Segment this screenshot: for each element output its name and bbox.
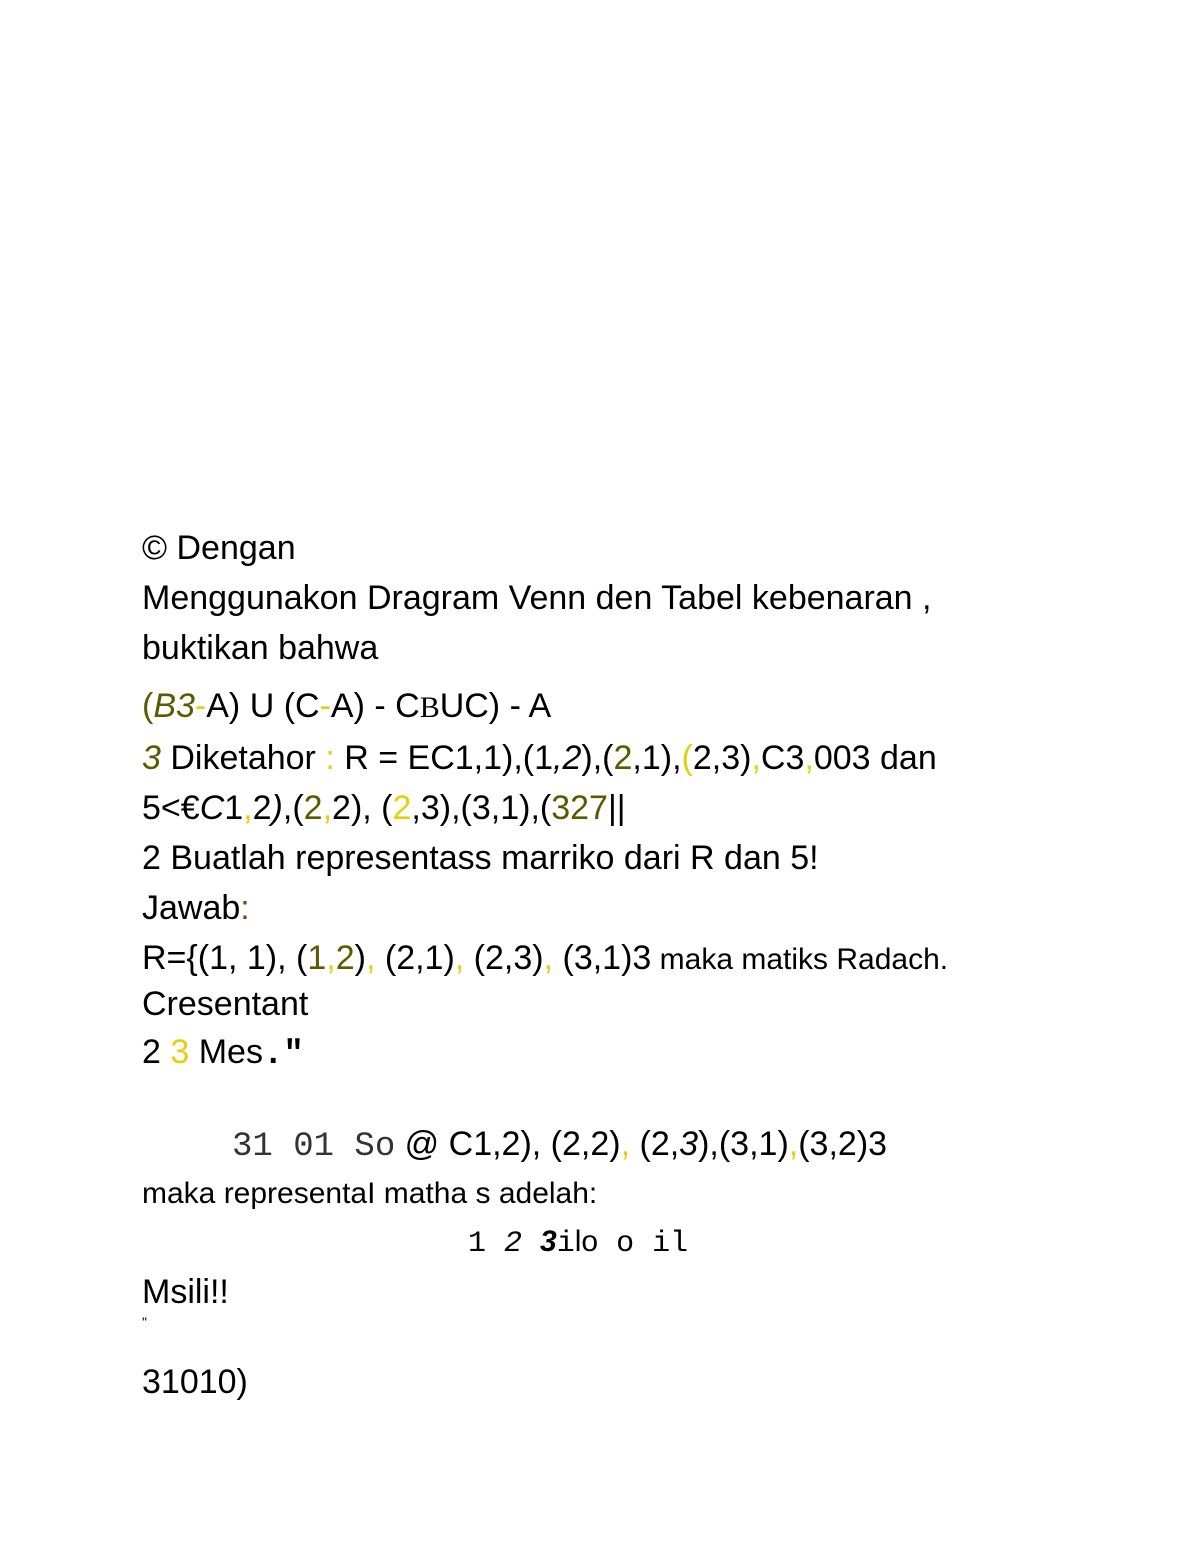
eq-part: A) - C — [330, 687, 420, 725]
matrix-row-note — [142, 1032, 304, 1075]
ans-part: ) — [354, 939, 366, 977]
s-part: , — [620, 1125, 631, 1163]
ans-part: maka matiks Radach. — [651, 943, 949, 976]
ans-part: , — [326, 939, 336, 977]
ans-part: (2,3) — [464, 939, 544, 977]
matrix-h-part: lo — [574, 1225, 599, 1258]
s-part: (2, — [630, 1125, 680, 1163]
rel-part: 2 — [252, 789, 272, 827]
rel-part: ) — [271, 789, 283, 827]
s-part: (3,2)3 — [798, 1125, 888, 1163]
rel-part: , — [751, 739, 761, 777]
matrix-h-part: 1 — [468, 1227, 505, 1261]
rel-part: 2,3) — [692, 739, 752, 777]
eq-part: B — [419, 691, 440, 724]
rel-part: 003 dan — [813, 739, 937, 777]
rel-part: ( — [681, 739, 693, 777]
rel-part: 2 — [613, 739, 633, 777]
rel-part: 2 — [392, 789, 412, 827]
set-equation — [142, 686, 551, 728]
ans-part: (3,1)3 — [553, 939, 652, 977]
matrix-s-statement: maka representaI matha s adelah: — [142, 1177, 598, 1210]
eq-part: B3 — [153, 687, 195, 725]
matrix-part: Mes — [189, 1033, 263, 1071]
rel-part: 3 — [142, 739, 161, 777]
rel-part: R = EC1,1),(1 — [334, 739, 554, 777]
s-part: ),(3,1) — [698, 1125, 789, 1163]
s-part: 3 — [679, 1125, 699, 1163]
matrix-row-1: Msili!! — [142, 1273, 229, 1311]
rel-part: , — [553, 739, 563, 777]
rel-part: , — [322, 789, 333, 827]
rel-part: 327 — [551, 789, 608, 827]
ans-part: 1 — [307, 939, 327, 977]
eq-part: A) U (C — [206, 687, 320, 725]
relation-s-definition — [142, 788, 626, 828]
matrix-row-3: 31010) — [142, 1363, 248, 1401]
rel-part: 1 — [224, 789, 244, 827]
problem-statement-line-1: Menggunakon Dragram Venn den Tabel kebenaran , — [142, 579, 932, 617]
s-part: , — [788, 1125, 799, 1163]
eq-part: UC) - A — [439, 687, 552, 725]
rel-part: , — [243, 789, 253, 827]
s-part: 31 01 So — [232, 1128, 396, 1166]
rel-part: ),( — [581, 739, 614, 777]
problem-heading: © Dengan — [142, 529, 296, 567]
eq-part: - — [319, 687, 331, 725]
matrix-h-part — [522, 1227, 540, 1261]
ans-part: 2 — [335, 939, 355, 977]
rel-part: ,1), — [632, 739, 682, 777]
ans-part: (2,1) — [375, 939, 455, 977]
rel-part: 2 — [562, 739, 582, 777]
matrix-h-part: 2 — [504, 1227, 523, 1261]
answer-label — [142, 888, 250, 928]
answer-label-text: Jawab — [142, 889, 241, 927]
relation-r-definition — [142, 738, 937, 778]
rel-part: Diketahor — [160, 739, 326, 777]
s-part: @ C1,2), (2,2) — [395, 1125, 621, 1163]
problem-statement-line-2: buktikan bahwa — [142, 629, 379, 667]
matrix-part: 3 — [170, 1033, 190, 1071]
ans-part: , — [543, 939, 554, 977]
rel-part: 2 — [303, 789, 323, 827]
rel-part: C — [199, 789, 225, 827]
ans-part: R={(1, 1), ( — [142, 939, 308, 977]
matrix-h-part: i — [556, 1227, 575, 1261]
matrix-part: ." — [262, 1036, 304, 1074]
rel-part: || — [607, 789, 626, 827]
ans-part: , — [365, 939, 376, 977]
rel-part: , — [804, 739, 814, 777]
matrix-h-part: o il — [598, 1227, 689, 1261]
matrix-mark: " — [142, 1314, 147, 1330]
answer-label-colon: : — [240, 889, 250, 927]
rel-part: ,( — [282, 789, 304, 827]
ans-part: , — [454, 939, 465, 977]
answer-s-relation — [232, 1124, 887, 1167]
question-2: 2 Buatlah representass marriko dari R dan 5! — [142, 839, 819, 877]
rel-part: : — [325, 739, 335, 777]
rel-part: 2), ( — [332, 789, 393, 827]
eq-part: - — [194, 687, 207, 725]
rel-part: C3 — [760, 739, 805, 777]
answer-continuation: Cresentant — [142, 985, 309, 1023]
eq-part: ( — [142, 687, 154, 725]
matrix-h-part: 3 — [540, 1225, 557, 1258]
rel-part: ,3),(3,1),( — [411, 789, 552, 827]
matrix-header — [468, 1222, 688, 1264]
rel-part: 5<€ — [142, 789, 200, 827]
answer-r-relation — [142, 938, 948, 980]
matrix-part: 2 — [142, 1033, 171, 1071]
